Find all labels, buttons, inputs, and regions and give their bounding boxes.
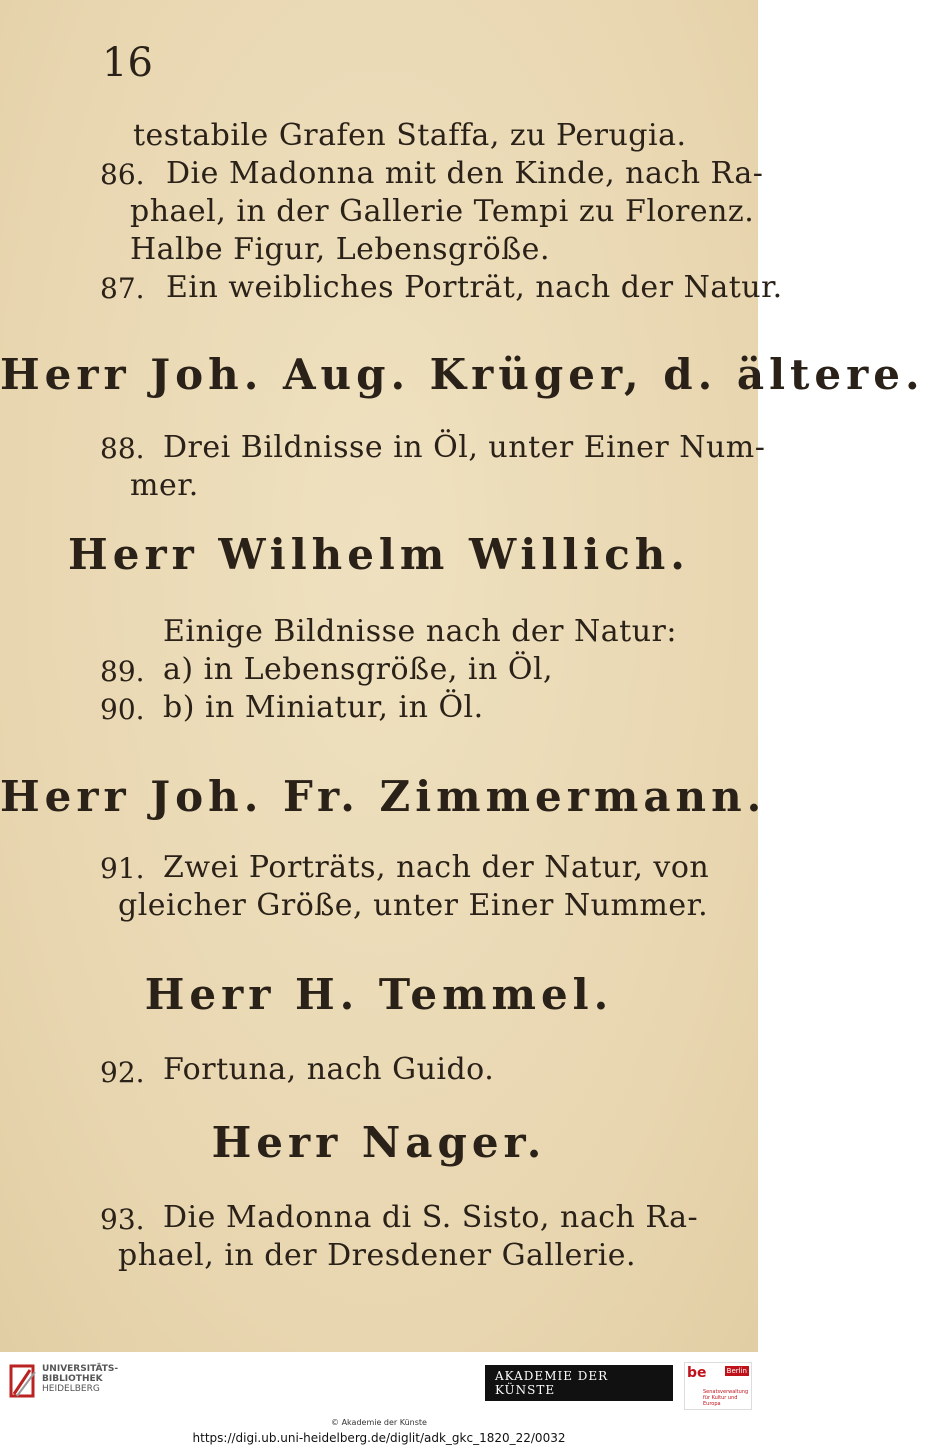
- senate-subtitle-line: für Kultur und Europa: [703, 1395, 738, 1407]
- section-heading: Herr Nager.: [211, 1118, 547, 1167]
- entry-number: 86.: [100, 158, 145, 191]
- section-heading: Herr Joh. Aug. Krüger, d. ältere.: [0, 350, 925, 399]
- library-line: HEIDELBERG: [42, 1384, 100, 1394]
- entry-number: 92.: [100, 1056, 145, 1089]
- library-line: UNIVERSITÄTS-: [42, 1364, 119, 1374]
- entry-number: 89.: [100, 655, 145, 688]
- university-library-name: [42, 1364, 118, 1394]
- copyright-text: © Akademie der Künste: [331, 1418, 427, 1427]
- text-line: phael, in der Gallerie Tempi zu Florenz.: [130, 194, 755, 229]
- section-heading: Herr Joh. Fr. Zimmermann.: [0, 772, 767, 821]
- senate-subtitle: [703, 1389, 751, 1407]
- text-line: Die Madonna mit den Kinde, nach Ra-: [166, 156, 764, 191]
- berlin-badge: Berlin: [726, 1367, 747, 1375]
- akademie-logo-text: AKADEMIE DER KÜNSTE: [484, 1364, 674, 1402]
- text-line: Fortuna, nach Guido.: [163, 1052, 495, 1087]
- entry-number: 91.: [100, 852, 145, 885]
- source-url-link[interactable]: https://digi.ub.uni-heidelberg.de/diglit/adk_gkc_1820_22/0032: [192, 1431, 566, 1445]
- section-heading: Herr Wilhelm Willich.: [68, 530, 690, 579]
- entry-number: 88.: [100, 432, 145, 465]
- text-line: Halbe Figur, Lebensgröße.: [130, 232, 550, 267]
- section-heading: Herr H. Temmel.: [144, 970, 614, 1019]
- be-mark: be: [687, 1365, 707, 1381]
- text-line: testabile Grafen Staffa, zu Perugia.: [133, 118, 687, 153]
- entry-number: 90.: [100, 693, 145, 726]
- text-line: b) in Miniatur, in Öl.: [163, 690, 484, 725]
- text-line: Die Madonna di S. Sisto, nach Ra-: [163, 1200, 699, 1235]
- university-library-logo-icon: [8, 1362, 38, 1402]
- library-line: BIBLIOTHEK: [42, 1374, 103, 1384]
- text-line: phael, in der Dresdener Gallerie.: [118, 1238, 637, 1273]
- text-line: a) in Lebensgröße, in Öl,: [163, 652, 554, 687]
- text-line: mer.: [130, 468, 199, 503]
- text-line: Einige Bildnisse nach der Natur:: [163, 614, 678, 649]
- text-line: gleicher Größe, unter Einer Nummer.: [118, 888, 709, 923]
- senate-subtitle-line: Senatsverwaltung: [703, 1389, 749, 1395]
- entry-number: 87.: [100, 272, 145, 305]
- footer-bar: [0, 1352, 758, 1448]
- akademie-logo[interactable]: [484, 1365, 674, 1401]
- text-line: Drei Bildnisse in Öl, unter Einer Num-: [163, 430, 766, 465]
- berlin-senate-logo[interactable]: [684, 1362, 752, 1410]
- entry-number: 93.: [100, 1203, 145, 1236]
- text-line: Ein weibliches Porträt, nach der Natur.: [166, 270, 783, 305]
- text-line: Zwei Porträts, nach der Natur, von: [163, 850, 710, 885]
- page-number: 16: [102, 40, 153, 86]
